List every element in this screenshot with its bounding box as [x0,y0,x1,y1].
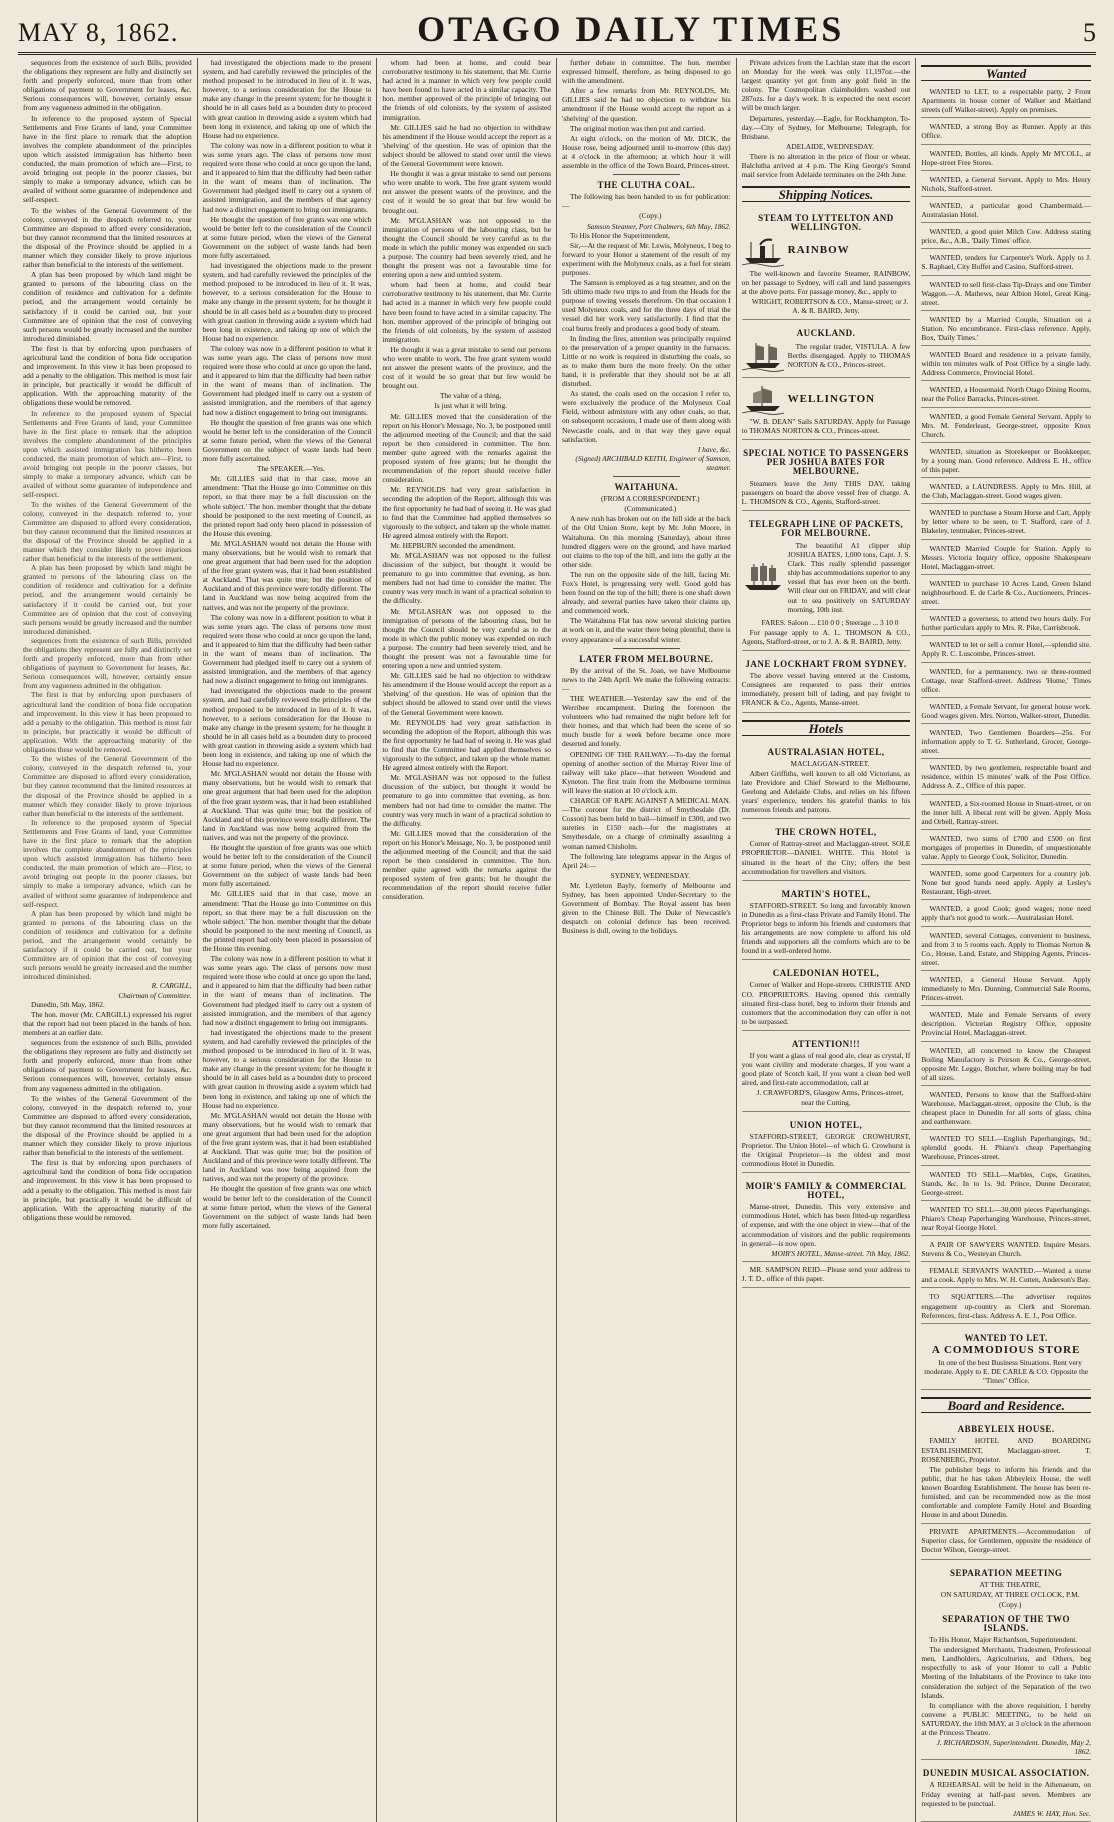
hotels-section-heading: Hotels [742,720,911,736]
clutha-heading: THE CLUTHA COAL. [597,180,696,191]
wanted-ad: WANTED Married Couple for Station. Apply to Messrs. Victoria Inquiry office, opposite Shakespeare Hotel, Maclaggan-street. [921,541,1091,575]
article-paragraph: He thought the question of free grants was one which would be better left to the consideration of the Council at some future period, when the views of the General Government on the subject of waste lands had been more fully ascertained. [202,1184,372,1230]
wanted-ad: WANTED, some good Carpenters for a country job. None but good hands need apply. Apply at Lesley's Restaurant, High-street. [921,866,1091,900]
ad-signature: MOIR'S HOTEL, Manse-street. 7th May, 1862. [771,1248,911,1258]
ad-text: PRIVATE APARTMENTS.—Accommodation of Superior class, for Gentlemen, opposite the residence of Doctor Wilson, George-street. [921,1527,1091,1555]
article-paragraph: whom had been at home, and could bear corroborative testimony to his statement, that Mr. Currie had acted in a manner in which very few people could have been found to have acted in a similar capacity. The hon. member approved of the principle of bringing out the friends of old colonists, by the system of assisted immigration. [382,58,551,122]
signature-name: R. CARGILL, [151,981,192,991]
ad-heading: JANE LOCKHART FROM SYDNEY. [745,659,907,670]
wanted-ad: WANTED TO SELL—30,000 pieces Paperhangings. Phiaro's Cheap Paperhanging Warehouse, Princes-street, near Royal George Hotel. [921,1202,1091,1236]
ad-heading: WANTED TO LET. [964,1332,1048,1343]
divider [613,476,680,477]
signature-date: Dunedin, 5th May, 1862. [31,999,105,1009]
article-paragraph: The first is that by enforcing upon purchasers of agricultural land the condition of bona fide occupation and improvement. In this view it has been proposed to add a penalty to the obligation. This method is most fair in principle, but practically it would be difficult of application. With the approaching maturity of the obligations these would be removed. [23,1158,192,1222]
letter-recipient: To His Honor the Superintendent, [570,230,670,240]
article-paragraph: The hon. mover (Mr. CARGILL) expressed his regret that the report had not been placed in the hands of hon. members at an earlier date. [23,1009,192,1037]
ad-martins-hotel [742,881,911,961]
article-paragraph: By the arrival of the St. Joan, we have Melbourne news to the 24th April. We make the following extracts:— [562,665,731,693]
article-paragraph: After a few remarks from Mr. REYNOLDS, Mr. GILLIES said he had no objection to withdraw his amendment if the House would accept the report as a 'shelving' of the question. [562,86,731,123]
article-paragraph: He thought it was a great mistake to send out persons who were unable to work. The free grant system would not answer the present wants of the province, and the cost of it would be so great that but few would be brought out. [382,169,551,215]
ad-text: The publisher begs to inform his friends and the public, that he has taken Abbeyleix House, the well known Boarding Establishment. The house has been re-furnished, and can be recommended now as the most comfortable and complete Family Hotel and Boarding House in and about Dunedin. [921,1464,1091,1520]
article-paragraph: He thought the question of free grants was one which would be better left to the consideration of the Council at some future period, when the views of the General Government on the subject of waste lands had been more fully ascertained. [202,417,372,464]
verse-line: Is just what it will bring. [434,401,507,411]
ad-attention [742,1031,911,1112]
ad-text: Corner of Walker and Hope-streets. CHRISTIE AND CO. PROPRIETORS. Having opened this centrally situated first-class hotel, beg to inform their friends and customers that the accommodation they can offer is not to be surpassed. [741,980,911,1026]
ad-text: In compliance with the above requisition, I hereby convene a PUBLIC MEETING, to be held on SATURDAY, the 10th MAY, at 3 o'clock in the afternoon at the Princess Theatre. [921,1700,1091,1738]
article-paragraph: The colony was now in a different position to what it was some years ago. The class of persons now most required were those who could at once go upon the land, and it appeared to him that the difficulty had been rather in the want of means than of inclination. The Government had pledged itself to carry out a system of assisted immigration, and the members of that agency had now a distinct engagement to bring out immigrants. [202,140,372,214]
article-paragraph: CHARGE OF RAPE AGAINST A MEDICAL MAN.—The coroner for the district of Smythesdale (Dr. Cosson) has been held to bail—himself in £300, and two sureties in £150 each—for the magistrates at Smythesdale, on a charge of criminally assaulting a woman named Chisholm. [562,796,731,851]
ad-text: Albert Griffiths, well known to all old Victorians, as late Providore and Chief Steward to the Melbourne, Geelong and Adelaide Clubs, and relies on his fifteen years' experience, tenders his grateful thanks to his numerous friends and patrons. [741,768,911,815]
ad-subheading: FAMILY HOTEL AND BOARDING ESTABLISHMENT, Maclaggan-street. T. ROSENBERG, Proprietor. [921,1436,1091,1464]
article-paragraph: Mr. M'GLASHAN was not opposed to the fullest discussion of the subject, but thought it would be premature to go into committee that evening, as hon. members had not had time to consider the matter. The country was very much in want of a practical solution to the difficulty. [382,773,551,828]
article-paragraph: Mr. M'GLASHAN was not opposed to the fullest discussion of the subject, but thought it would be premature to go into committee that evening, as hon. members had not had time to consider the matter. The country was very much in want of a practical solution to the difficulty. [382,550,551,606]
ad-text: "W. B. DEAN" Sails SATURDAY. Apply for Passage to THOMAS NORTON & CO., Princes-street. [741,417,911,436]
wanted-ad: WANTED a governess, to attend two hours daily. For further particulars apply to Mrs. R. Pike, Carrisbrook. [921,611,1091,636]
waitahuna-heading: WAITAHUNA. [614,482,679,493]
article-paragraph: Mr. Lyttleton Bayly, formerly of Melbourne and Sydney, has been appointed Under-Secretary to the Government of Bombay. The Royal assent has been given to the Chinese Bill. The Duke of Newcastle's despatch on colonial defence has been received. Business is dull, owing to the holidays. [562,880,731,936]
ad-text: The above vessel having entered at the Customs, Consignees are requested to pass their entries immediately, present bill of lading, and pay freight to FRANCK & Co., Agents, Manse-street. [741,671,911,708]
wanted-ad: WANTED TO SELL—Marbles, Cups, Granites, Stands, &c. In to 1s. 9d. Prince, Dunne Decorator, George-street. [921,1167,1091,1201]
ad-musical-association [921,1760,1091,1821]
wanted-ad: WANTED, Two Gentlemen Boarders—25s. For information apply to T. G. Sutherland, Grocer, George-street. [921,725,1091,759]
article-paragraph: Mr. GILLIES said that in that case, move an amendment: 'That the House go into Committee on this report, so that there may be a full discussion on the whole subject.' The hon. member thought that the debate should be postponed to the next meeting of Council, as the printed report had only been placed in possession of the House this evening. [202,889,372,953]
article-paragraph: To the wishes of the General Government of the colony, conveyed in the despatch referred to, your Committee are disposed to afford every consideration, but they cannot recommend that the limited resources at the disposal of the Province should be applied in a manner which they consider likely to prove injurious rather than beneficial to the interests of the settlement. [23,205,192,270]
article-paragraph: In reference to the proposed system of Special Settlements and Free Grants of land, your Committee have in the first place to remark that the adoption involves the complete abandonment of the principles upon which assisted immigration has hitherto been conducted, the main promotion of which are—First, to avoid bringing out people in the poorer classes, but simply to make a temporary advance, which can be availed of without some guarantee of independence and self-respect. [23,408,192,500]
article-paragraph: sequences from the existence of such Bills, provided the obligations they represent are fully and distinctly set forth and properly enforced, more than from other obligations of payment to Government for leases, &c. Serious consequences will, however, certainly ensue from any vagueness admitted in the obligation. [23,58,192,113]
article-paragraph: The first is that by enforcing upon purchasers of agricultural land the condition of bona fide occupation and improvement. In this view it has been proposed to add a penalty to the obligation. This method is most fair in principle, but practically it would be difficult of application. With the approaching maturity of the obligations these would be removed. [23,343,192,408]
meeting-date: ON SATURDAY, AT THREE O'CLOCK, P.M. [940,1589,1080,1599]
article-paragraph: Departures, yesterday.—Eagle, for Rockhampton. To-day.—City of Sydney, for Melbourne; Telegraph, for Brisbane. [741,113,911,141]
fares-table: FARES. Saloon ... £10 0 0 ; Steerage ... 3 10 0 [761,617,899,627]
ad-text: If you want a glass of real good ale, clear as crystal, If you want civility and moderate charges, If you want a good plate of Scotch kail, If you want a clean bed well aired, and first-rate accommodation, call at [741,1051,911,1088]
ad-text: Manse-street, Dunedin. This very extensive and commodious Hotel, which has been fitted-up regardless of expense, and with the one object in view—that of the accommodation of visitors and the public requirements in general—is now open. [741,1202,911,1248]
ad-moirs-hotel [742,1173,911,1262]
ad-agent: For passage apply to A. L. THOMSON & CO., Agents, Stafford-street, or to J. A. & R. BAIRD, Jetty. [741,627,911,646]
wanted-ad: WANTED, tenders for Carpenter's Work. Apply to J. S. Raphael, City Buffet and Casino, Stafford-street. [921,250,1091,275]
article-paragraph: sequences from the existence of such Bills, provided the obligations they represent are fully and distinctly set forth and properly enforced, more than from other obligations of payment to Government for leases, &c. Serious consequences will, however, certainly ensue from any vagueness admitted in the obligation. [23,635,192,691]
clipper-ship-icon [742,563,784,593]
article-paragraph: Mr. M'GLASHAN was not opposed to the immigration of persons of the labouring class, but he thought the Council should be very careful as to the mode in which the public money was expended on such a purpose. The country had been severely tried, and he thought the present was not a favourable time for entering upon a new and untried system. [382,606,551,671]
ad-heading: SEPARATION MEETING [949,1567,1063,1578]
ad-text: A REHEARSAL will be held in the Athenaeum, on Friday evening at half-past seven. Members are requested to be punctual. [921,1780,1091,1808]
filler-text [23,409,192,982]
ad-sampson-reid [742,1262,911,1288]
ad-heading: TELEGRAPH LINE OF PACKETS, FOR MELBOURNE. [748,518,904,538]
ad-australasian-hotel [742,739,911,820]
ad-heading: ABBEYLEIX HOUSE. [957,1424,1055,1435]
article-paragraph: Mr. M'GLASHAN was not opposed to the immigration of persons of the labouring class, but he thought the Council should be very careful as to the mode in which the public money was expended on such a purpose. The country had been severely tried, and he thought the present was not a favourable time for entering upon a new and untried system. [382,215,551,280]
issue-date: MAY 8, 1862. [18,18,179,47]
ad-text: The undersigned Merchants, Tradesmen, Professional men, Landholders, Agriculturists, and Others, beg respectfully to ask of your Honor to call a Public Meeting of the Inhabitants of the Province to take into consideration the subject of the Separation of the two Islands. [921,1645,1091,1700]
ad-union-hotel [742,1112,911,1173]
ship-row [742,384,911,414]
article-paragraph: Mr. GILLIES said that in that case, move an amendment: 'That the House go into Committee on this report, so that there may be a full discussion on the whole subject.' The hon. member thought that the debate should be postponed to the next meeting of Council, as the printed report had only been placed in possession of the House this evening. [202,474,372,538]
ad-text: The regular trader, VISTULA. A few Berths disengaged. Apply to THOMAS NORTON & CO., Princes-street. [787,341,911,370]
ad-agent: J. CRAWFORD'S, Glasgow Arms, Princes-street, near the Cutting. [756,1088,904,1107]
article-paragraph: The colony was now in a different position to what it was some years ago. The class of persons now most required were those who could at once go upon the land, and it appeared to him that the difficulty had been rather in the want of means than of inclination. The Government had pledged itself to carry out a system of assisted immigration, and the members of that agency had now a distinct engagement to bring out immigrants. [202,954,372,1027]
article-paragraph: To the wishes of the General Government of the colony, conveyed in the despatch referred to, your Committee are disposed to afford every consideration, but they cannot recommend that the limited resources at the disposal of the Province should be applied in a manner which they consider likely to prove injurious rather than beneficial to the interests of the settlement. [23,754,192,818]
copy-label: (Copy.) [999,1599,1022,1609]
wanted-ad: WANTED, for a permanency, two or three-roomed Cottage, near Stafford-street. Address 'Home,' Times office. [921,664,1091,698]
wanted-section-heading: Wanted [921,65,1091,81]
article-paragraph: A plan has been proposed by which land might be granted to persons of the labouring class on the condition of residence and cultivation for a definite period, and the arrangement would certainly be satisfactory if it could be carried out, but your Committee are of opinion that the cost of conveying such persons would be greatly increased and the number introduced diminished. [23,270,192,343]
steamship-icon [742,236,784,266]
wanted-ad: WANTED, a General Servant. Apply to Mrs. Henry Nichols, Stafford-street. [921,172,1091,197]
ship-name: RAINBOW [787,243,850,256]
wanted-ad: WANTED, several Cottages, convenient to business, and from 3 to 5 rooms each. Apply to Thomas Norton & Co., House, Land, Estate, and Shipping Agents, Princes-street. [921,928,1091,971]
shipping-section-heading: Shipping Notices. [742,186,911,202]
wanted-ad: WANTED, a Female Servant, for general house work. Good wages given. Mrs. Norton, Walker-street, Dunedin. [921,699,1091,724]
ship-row [742,236,911,266]
divider [613,174,680,175]
correspondent-label: (FROM A CORRESPONDENT.) [601,494,700,504]
wanted-ad: WANTED Board and residence in a private family, within ten minutes walk of Post Office by a single lady. Address Commerce, Provincial Hotel. [921,347,1091,381]
copy-label: (Copy.) [639,211,662,221]
ad-text: The well-known and favorite Steamer, RAINBOW, on her passage to Sydney, will call and land passengers at the above ports. For passage money, &c., apply to [741,268,911,296]
column-3 [377,58,557,1822]
article-paragraph: Mr. M'GLASHAN would not detain the House with many observations, but he would wish to remark that one great argument that had been used for the adoption of the free grant system was, that it had been established at Auckland. That was quite true; but the position of Auckland and of this province were totally different. The land in Auckland was now being acquired from the natives, and was not the property of the province. [202,769,372,842]
ad-heading: THE CROWN HOTEL, [775,827,877,838]
ad-text: In one of the best Business Situations. Rent very moderate. Apply to E. DE CARLE & CO. Opposite the "Times" Office. [924,1357,1089,1386]
sailing-ship-icon [742,341,784,371]
board-section-heading: Board and Residence. [921,1397,1091,1413]
article-paragraph: There is no alteration in the price of flour or wheat. Balclutha arrived at 4 p.m. The King George's Sound mail service from Adelaide terminates on the 24th June. [741,151,911,180]
communicated-label: (Communicated.) [624,504,677,514]
ad-text: STAFFORD-STREET. So long and favorably known in Dunedin as a first-class Private and Family Hotel. The Proprietor begs to inform his friends and customers that his arrangements are now complete to afford his old friends and supporters all the comforts which are to be found in a well-ordered home. [741,900,911,956]
signature-role: Chairman of Committee. [118,990,192,1000]
article-paragraph: The colony was now in a different position to what it was some years ago. The class of persons now most required were those who could at once go upon the land, and it appeared to him that the difficulty had been rather in the want of means than of inclination. The Government had pledged itself to carry out a system of assisted immigration, and the members of that agency had now a distinct engagement to bring out immigrants. [202,612,372,686]
ad-signature: JAMES W. HAY, Hon. Sec. [1012,1808,1091,1818]
article-paragraph: THE WEATHER.—Yesterday saw the end of the Werribee encampment. During the forenoon the volunteers who had remained the night before left for their homes, and that which had been the scene of so much bustle for a week before became once more deserted and lonely. [562,694,731,749]
sailing-ship-icon [742,384,784,414]
wanted-ad: WANTED, a good Cook; good wages; none need apply that's not good to work.—Australasian Hotel. [921,901,1091,926]
wanted-ad: WANTED, by two gentlemen, respectable board and residence, within 15 minutes' walk of the Post Office. Address A. Z., Office of this paper. [921,760,1091,794]
article-paragraph: To the wishes of the General Government of the colony, conveyed in the despatch referred to, your Committee are disposed to afford every consideration, but they cannot recommend that the limited resources at the disposal of the Province should be applied in a manner which they consider likely to prove injurious rather than beneficial to the interests of the settlement. [23,499,192,564]
masthead [18,8,1096,55]
ad-text: STAFFORD-STREET, GEORGE CROWHURST, Proprietor. The Union Hotel—of which G. Crowhurst is the Original Proprietor—is the oldest and most commodious Hotel in Dunedin. [741,1131,911,1168]
article-paragraph: The following late telegrams appear in the Argus of April 24:— [562,851,731,870]
ad-heading: DUNEDIN MUSICAL ASSOCIATION. [922,1768,1090,1779]
ad-vistula [742,320,911,378]
article-paragraph: OPENING OF THE RAILWAY.—To-day the formal opening of another section of the Murray River line of railway will take place—that between Woodend and Kyneton. The first train from the Melbourne terminus will leave the station at 10 o'clock a.m. [562,749,731,795]
ad-subheading: MACLAGGAN-STREET. [790,758,870,768]
article-paragraph: The first is that by enforcing upon purchasers of agricultural land the condition of bona fide occupation and improvement. In this view it has been proposed to add a penalty to the obligation. This method is most fair in principle, but practically it would be difficult of application. With the approaching maturity of the obligations these would be removed. [23,690,192,755]
ad-abbeyleix-house [921,1416,1091,1524]
ad-joshua-bates [742,511,911,651]
article-paragraph: A plan has been proposed by which land might be granted to persons of the labouring class on the condition of residence and cultivation for a definite period, and the arrangement would certainly be satisfactory if it could be carried out, but your Committee are of opinion that the cost of conveying such persons would be greatly increased and the number introduced diminished. [23,563,192,636]
article-paragraph: further debate in committee. The hon. member expressed himself, therefore, as being disposed to go with the amendment. [562,58,731,86]
ad-text: The beautiful A1 clipper ship JOSHUA BATES, 1,000 tons, Capt. J. S. Clark. This really splendid passenger ship has accommodations superior to any vessel that has ever been on the berth. Will clear out on FRIDAY, and will clear out to sea positively on SATURDAY morning, 10th inst. [787,541,911,614]
ad-text: MR. SAMPSON REID—Please send your address to J. T. D., office of this paper. [741,1264,911,1283]
ad-jane-lockhart [742,651,911,712]
wanted-ad: WANTED, two sums of £700 and £500 on first mortgages of properties in Dunedin, of unquestionable value. Apply to George Cook, Solicitor, Dunedin. [921,831,1091,865]
ad-heading: SPECIAL NOTICE TO PASSENGERS PER JOSHUA BATES FOR MELBOURNE. [743,448,909,477]
wanted-ad: WANTED, Male and Female Servants of every description. Victorian Registry Office, opposite Provincial Hotel, Maclaggan-street. [921,1007,1091,1041]
ad-text: Corner of Rattray-street and Maclaggan-street. SOLE PROPRIETOR—DANIEL WHITE. This Hotel is situated in the heart of the City; offers the best accommodation for travellers and visitors. [741,839,911,876]
ad-heading: SEPARATION OF THE TWO ISLANDS. [942,1613,1071,1633]
article-paragraph: had investigated the objections made to the present system, and had carefully reviewed the principles of the method proposed to be introduced in lieu of it. It was, however, to a serious consideration for the House to make any change in the present system; for he thought it should be in all cases held as a bounden duty to proceed with great caution in throwing aside a system which had been long in existence, and taking up one of which the House had no experience. [202,261,372,343]
newspaper-title: OTAGO DAILY TIMES [417,9,845,49]
wanted-ad: WANTED, a General House Servant. Apply immediately to Mrs. Dunning, Commercial Sale Rooms, Princes-street. [921,972,1091,1006]
melbourne-heading: LATER FROM MELBOURNE. [579,653,714,664]
wanted-ad: WANTED to let or sell a corner Hotel,—splendid site. Apply R. C. Luscombe, Princes-street. [921,637,1091,662]
ad-heading: MARTIN'S HOTEL, [781,888,871,899]
ship-row [742,541,911,615]
letter-close: I have, &c. [697,444,731,454]
column-1 [18,58,198,1822]
wanted-ad: WANTED, a good quiet Milch Cow. Address stating price, &c., A.B., 'Daily Times' office. [921,224,1091,249]
ad-special-notice [742,440,911,511]
wanted-ad: WANTED, a Six-roomed House in Stuart-street, or on the inner hill. A liberal rent will be given. Apply Moss and Orbell, Rattray-street. [921,796,1091,830]
article-paragraph: In reference to the proposed system of Special Settlements and Free Grants of land, your Committee have in the first place to remark that the adoption involves the complete abandonment of the principles upon which assisted immigration has hitherto been conducted, the main promotion of which are—First, to avoid bringing out people in the poorer classes, but simply to make a temporary advance, which can be availed of without some guarantee of independence and self-respect. [23,113,192,205]
article-paragraph: A new rush has broken out on the hill side at the back of the Old Union Store, kept by Mr. John Moore, in Waitahuna. On this morning (Saturday), about three hundred diggers were on the ground, and have marked out claims to the top of the hill, and into the gully at the other side. [562,514,731,569]
wanted-ad: WANTED, Bottles, all kinds. Apply Mr M'COLL, at Hope-street Free Stores. [921,146,1091,171]
speaker-line: The SPEAKER.—Yes. [256,464,325,474]
wanted-ad: WANTED, a strong Boy as Runner. Apply at this Office. [921,119,1091,144]
letter-signature: (Signed) ARCHIBALD KEITH, Engineer of Samson, steamer. [575,453,731,472]
column-5 [737,58,917,1822]
article-paragraph: Private advices from the Lachlan state that the escort on Monday for the week was only 11,197oz.—the largest quantity yet got from any gold field in the colony. The Cosmopolitan claimholders washed out 287ozs. for a day's work. It is expected the next escort will be much larger. [741,58,911,113]
article-paragraph: A plan has been proposed by which land might be granted to persons of the labouring class on the condition of residence and cultivation for a definite period, and the arrangement would certainly be satisfactory if it could be carried out, but your Committee are of opinion that the cost of conveying such persons would be greatly increased and the number introduced diminished. [23,908,192,982]
ad-heading: CALEDONIAN HOTEL, [772,968,880,979]
ad-heading: AUSTRALASIAN HOTEL, [767,746,885,757]
ad-headline: A COMMODIOUS STORE [931,1343,1081,1356]
ad-wellington [742,378,911,440]
columns [18,58,1096,1818]
ad-agent: WRIGHT, ROBERTSON & CO., Manse-street; or J. A. & R. BAIRD, Jetty. [751,296,909,315]
wanted-ad: A PAIR OF SAWYERS WANTED. Inquire Messrs. Stevens & Co., Westeyan Church. [921,1237,1091,1262]
article-paragraph: In finding the fires, attention was principally required to the preservation of a proper quantity in the furnaces. Little or no work is required in disturbing the coals, so as to make them burn the more freely. On the other hand, it is preferable that they should not be at all disturbed. [562,333,731,389]
wanted-ad: WANTED to purchase a Steam Horse and Cart, Apply by letter where to be seen, to T. Stafford, care of J. Blakeley, tentmaker, Princes-street. [921,505,1091,539]
sydney-heading: SYDNEY, WEDNESDAY. [610,870,691,880]
wanted-ad: WANTED, situation as Storekeeper or Bookkeeper, by a young man. Good reference. Address E. H., office of this paper. [921,444,1091,478]
ad-crown-hotel [742,819,911,880]
article-paragraph: Mr. GILLIES moved that the consideration of the report on his Honor's Message, No. 3, be postponed until the adjourned meeting of the Council; and that the said report be then considered in committee. The hon. member quite agreed with the remarks against the proposed system of free grants; but he thought the recommendation of the report should receive fuller consideration. [382,411,551,485]
column-2 [198,58,378,1822]
ad-heading: AUCKLAND. [796,327,856,338]
article-paragraph: Mr. GILLIES said he had no objection to withdraw his amendment if the House would accept the report as a 'shelving' of the question. He was of opinion that the subject should be allowed to stand over until the views of the General Government were known. [382,122,551,169]
article-paragraph: He thought it was a great mistake to send out persons who were unable to work. The free grant system would not answer the present wants of the province, and the cost of it would be so great that but few would be brought out. [382,344,551,391]
wanted-ad: WANTED, a good Female General Servant. Apply to Mrs. M. Fenderleast, George-street, opposite Knox Church. [921,409,1091,443]
ad-text: Steamers leave the Jetty THIS DAY, taking passengers on board the above vessel free of charge. A. L. THOMSON & CO., Agents, Stafford-street. [741,478,911,506]
column-6 [916,58,1096,1822]
article-paragraph: sequences from the existence of such Bills, provided the obligations they represent are fully and distinctly set forth and properly enforced, more than from other obligations of payment to Government for leases, &c. Serious consequences will, however, certainly ensue from any vagueness admitted in the obligation. [23,1038,192,1093]
article-paragraph: The Waitahuna Flat has now several sluicing parties at work on it, and the water there being plentiful, there is every appearance of a successful winter. [562,616,731,644]
wanted-ad: WANTED, a particular good Chambermaid.—Australasian Hotel. [921,198,1091,223]
article-paragraph: The run on the opposite side of the hill, facing Mr. Fox's Hotel, is progressing very well. Good gold has been found on the top of the hill; there is one shaft down already, and several parties have taken their claims up, and commenced work. [562,569,731,616]
page-number: 5 [1083,18,1096,47]
letter-origin: Samson Steamer, Port Chalmers, 6th May, 1862. [586,221,731,231]
ship-row [742,341,911,371]
article-paragraph: The Samson is employed as a tug steamer, and on the 5th ultimo made two trips to and from the Heads for the purpose of towing vessels therefrom. On that occasion I used Molyneux coals, and for the three days of trial the vessel did her work very satisfactorily. I find that the coal burns freely and produces a good body of steam. [562,278,731,333]
article-paragraph: had investigated the objections made to the present system, and had carefully reviewed the principles of the method proposed to be introduced in lieu of it. It was, however, to a serious consideration for the House to make any change in the present system; for he thought it should be in all cases held as a bounden duty to proceed with great caution in throwing aside a system which had been long in existence, and taking up one of which the House had no experience. [202,58,372,140]
ad-separation-meeting [921,1560,1091,1761]
article-paragraph: He thought the question of free grants was one which would be better left to the consideration of the Council at some future period, when the views of the General Government on the subject of waste lands had been more fully ascertained. [202,842,372,889]
wanted-ads-list [921,84,1091,1324]
article-paragraph: Mr. REYNOLDS had very great satisfaction in seconding the adoption of the Report, although this was the first opportunity he had had of seeing it. He was glad to find that the Committee had applied themselves so vigorously to the subject, and taken up the whole matter. He agreed almost entirely with the Report. [382,485,551,540]
wanted-ad: WANTED, Persons to know that the Stafford-shire Warehouse, Maclaggan-street, opposite the Club, is the cheapest place in Dunedin for all sorts of glass, china and earthenware. [921,1087,1091,1130]
ad-rainbow [742,205,911,320]
article-paragraph: To the wishes of the General Government of the colony, conveyed in the despatch referred to, your Committee are disposed to afford every consideration, but they cannot recommend that the limited resources at the disposal of the Province should be applied in a manner which they consider likely to prove injurious rather than beneficial to the interests of the settlement. [23,1093,192,1158]
article-paragraph: The following has been handed to us for publication:— [562,192,731,211]
article-paragraph: The original motion was then put and carried. [570,123,706,133]
wanted-ad: WANTED to LET, to a respectable party, 2 Front Apartments in house corner of Walker and Maitland streets (off Walker-street). Apply on premises. [921,84,1091,118]
ad-heading: UNION HOTEL, [789,1119,863,1130]
article-paragraph: Sir,—At the request of Mr. Lewis, Molyneux, I beg to forward to your Honor a statement of the result of my experiment with the Molyneux coals, as a fuel for steam purposes. [562,240,731,277]
wanted-ad: WANTED by a Married Couple, Situation on a Station. No encumbrance. First-class reference. Apply, Box, 'Daily Times.' [921,312,1091,346]
ad-private-apartments [921,1524,1091,1559]
wanted-ad: TO SQUATTERS.—The advertiser requires engagement up-country as Clerk and Storeman. References, first-class. Address A. E. J., Post Office. [921,1289,1091,1323]
article-paragraph: whom had been at home, and could bear corroborative testimony to his statement, that Mr. Currie had acted in a manner in which very few people could have been found to have acted in a similar capacity. The hon. member approved of the principle of bringing out the friends of old colonists, by the system of assisted immigration. [382,280,551,344]
article-paragraph: He thought the question of free grants was one which would be better left to the consideration of the Council at some future period, when the views of the General Government on the subject of waste lands had been more fully ascertained. [202,214,372,260]
ad-subheading: AT THE THEATRE, [979,1579,1041,1589]
letter-recipient: To His Honor, Major Richardson, Superintendent. [929,1635,1078,1645]
article-paragraph: Mr. REYNOLDS had very great satisfaction in seconding the adoption of the Report, although this was the first opportunity he had had of seeing it. He was glad to find that the Committee had applied themselves so vigorously to the subject, and taken up the whole matter. He agreed almost entirely with the Report. [382,717,551,773]
wanted-ad: WANTED, all concerned to know the Cheapest Boiling Manufactory is Peirson & Co., George-street, opposite Mr. Leggo, Butcher, where boiling may be had of all sizes. [921,1043,1091,1086]
article-paragraph: Mr. HEPBURN seconded the amendment. [390,540,516,550]
ad-signature: J. RICHARDSON, Superintendent. Dunedin, May 2, 1862. [936,1738,1091,1757]
article-paragraph: Mr. M'GLASHAN would not detain the House with many observations, but he would wish to remark that one great argument that had been used for the adoption of the free grant system was, that it had been established at Auckland. That was quite true; but the position of Auckland and of this province were totally different. The land in Auckland was now being acquired from the natives, and was not the property of the province. [202,1110,372,1184]
article-paragraph: Mr. GILLIES moved that the consideration of the report on his Honor's Message, No. 3, be postponed until the adjourned meeting of the Council; and that the said report be then considered in committee. The hon. member quite agreed with the remarks against the proposed system of free grants; but he thought the recommendation of the report should receive fuller consideration. [382,828,551,902]
ship-destination: WELLINGTON [787,392,876,405]
divider [613,648,680,649]
article-paragraph: Mr. GILLIES said he had no objection to withdraw his amendment if the House would accept the report as a 'shelving' of the question. He was of opinion that the subject should be allowed to stand over until the views of the General Government were known. [382,671,551,717]
wanted-ad: WANTED TO SELL—English Paperhangings, 9d.; splendid goods. H. Phiaro's cheap Paperhanging Warehouse, Princes-street. [921,1131,1091,1165]
wanted-ad: FEMALE SERVANTS WANTED.—Wanted a nurse and a cook. Apply to Mrs. W. H. Cutten, Anderson's Bay. [921,1263,1091,1288]
article-paragraph: The colony was now in a different position to what it was some years ago. The class of persons now most required were those who could at once go upon the land, and it appeared to him that the difficulty had been rather in the want of means than of inclination. The Government had pledged itself to carry out a system of assisted immigration, and the members of that agency had now a distinct engagement to bring out immigrants. [202,343,372,417]
wanted-ad: WANTED, a LAUNDRESS. Apply to Mrs. Hill, at the Club, Maclaggan-street. Good wages given. [921,479,1091,504]
verse-line: The value of a thing, [439,391,502,401]
wanted-ad: WANTED to purchase 10 Acres Land, Green Island neighbourhood. E. de Carle & Co., Auctioneers, Princes-street. [921,576,1091,610]
wanted-ad: WANTED to sell first-class Tip-Drays and one Timber Waggon.—A. Mathews, near Albion Hotel, Great King-street. [921,277,1091,311]
wanted-ad: WANTED, a Housemaid. North Otago Dining Rooms, near the Police Barracks, Princes-street. [921,382,1091,407]
ad-commodious-store [921,1325,1091,1390]
adelaide-heading: ADELAIDE, WEDNESDAY. [786,141,874,151]
article-paragraph: Mr. M'GLASHAN would not detain the House with many observations, but he would wish to remark that one great argument that had been used for the adoption of the free grant system was, that it had been established at Auckland. That was quite true; but the position of Auckland and of this province were totally different. The land in Auckland was now being acquired from the natives, and was not the property of the province. [202,538,372,612]
article-paragraph: At eight o'clock, on the motion of Mr. DICK, the House rose, being adjourned until to-morrow (this day) at 4 o'clock in the afternoon; at which hour it will assemble in the office of the Town Board, Princes-street. [562,133,731,171]
column-4 [557,58,737,1822]
article-paragraph: had investigated the objections made to the present system, and had carefully reviewed the principles of the method proposed to be introduced in lieu of it. It was, however, to a serious consideration for the House to make any change in the present system; for he thought it should be in all cases held as a bounden duty to proceed with great caution in throwing aside a system which had been long in existence, and taking up one of which the House had no experience. [202,1027,372,1110]
ad-heading: STEAM TO LYTTELTON AND WELLINGTON. [758,213,894,233]
article-paragraph: In reference to the proposed system of Special Settlements and Free Grants of land, your Committee have in the first place to remark that the adoption involves the complete abandonment of the principles upon which assisted immigration has hitherto been conducted, the main promotion of which are—First, to avoid bringing out people in the poorer classes, but simply to make a temporary advance, which can be availed of without some guarantee of independence and self-respect. [23,817,192,909]
ad-caledonian-hotel [742,960,911,1031]
article-paragraph: As stated, the coals used on the occasion I refer to, were exclusively the produce of the Molyneux Coal Field, without admixture with any other coals, so that, on subsequent occasions, I made use of them along with Newcastle coals, and in that way they gave equal satisfaction. [562,389,731,444]
article-paragraph: had investigated the objections made to the present system, and had carefully reviewed the principles of the method proposed to be introduced in lieu of it. It was, however, to a serious consideration for the House to make any change in the present system; for he thought it should be in all cases held as a bounden duty to proceed with great caution in throwing aside a system which had been long in existence, and taking up one of which the House had no experience. [202,686,372,769]
ad-heading: MOIR'S FAMILY & COMMERCIAL HOTEL, [745,1181,907,1201]
ad-heading: ATTENTION!!! [791,1038,861,1049]
